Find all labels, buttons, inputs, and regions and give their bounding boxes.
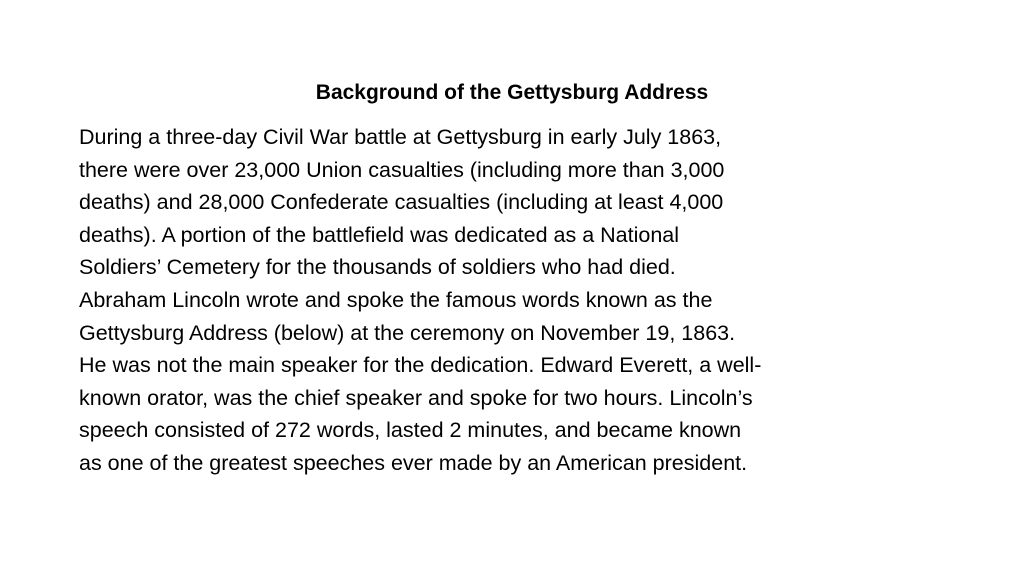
body-line: During a three-day Civil War battle at Gettysburg in early July 1863,: [79, 125, 722, 149]
slide-body: [79, 121, 959, 480]
slide-title: Background of the Gettysburg Address: [315, 81, 709, 104]
body-line: deaths). A portion of the battlefield was dedicated as a National: [79, 222, 680, 247]
body-line: Soldiers’ Cemetery for the thousands of soldiers who had died.: [79, 255, 676, 280]
body-line: as one of the greatest speeches ever made by an American president.: [79, 450, 748, 475]
body-line: known orator, was the chief speaker and spoke for two hours. Lincoln’s: [79, 385, 753, 410]
body-line: deaths) and 28,000 Confederate casualties (including at least 4,000: [79, 190, 724, 215]
body-line: Abraham Lincoln wrote and spoke the famous words known as the: [79, 287, 713, 312]
body-line: He was not the main speaker for the dedication. Edward Everett, a well-: [79, 353, 762, 378]
body-line: speech consisted of 272 words, lasted 2 minutes, and became known: [79, 418, 742, 443]
body-line: there were over 23,000 Union casualties (including more than 3,000: [79, 157, 725, 182]
body-line: Gettysburg Address (below) at the ceremony on November 19, 1863.: [79, 320, 736, 345]
